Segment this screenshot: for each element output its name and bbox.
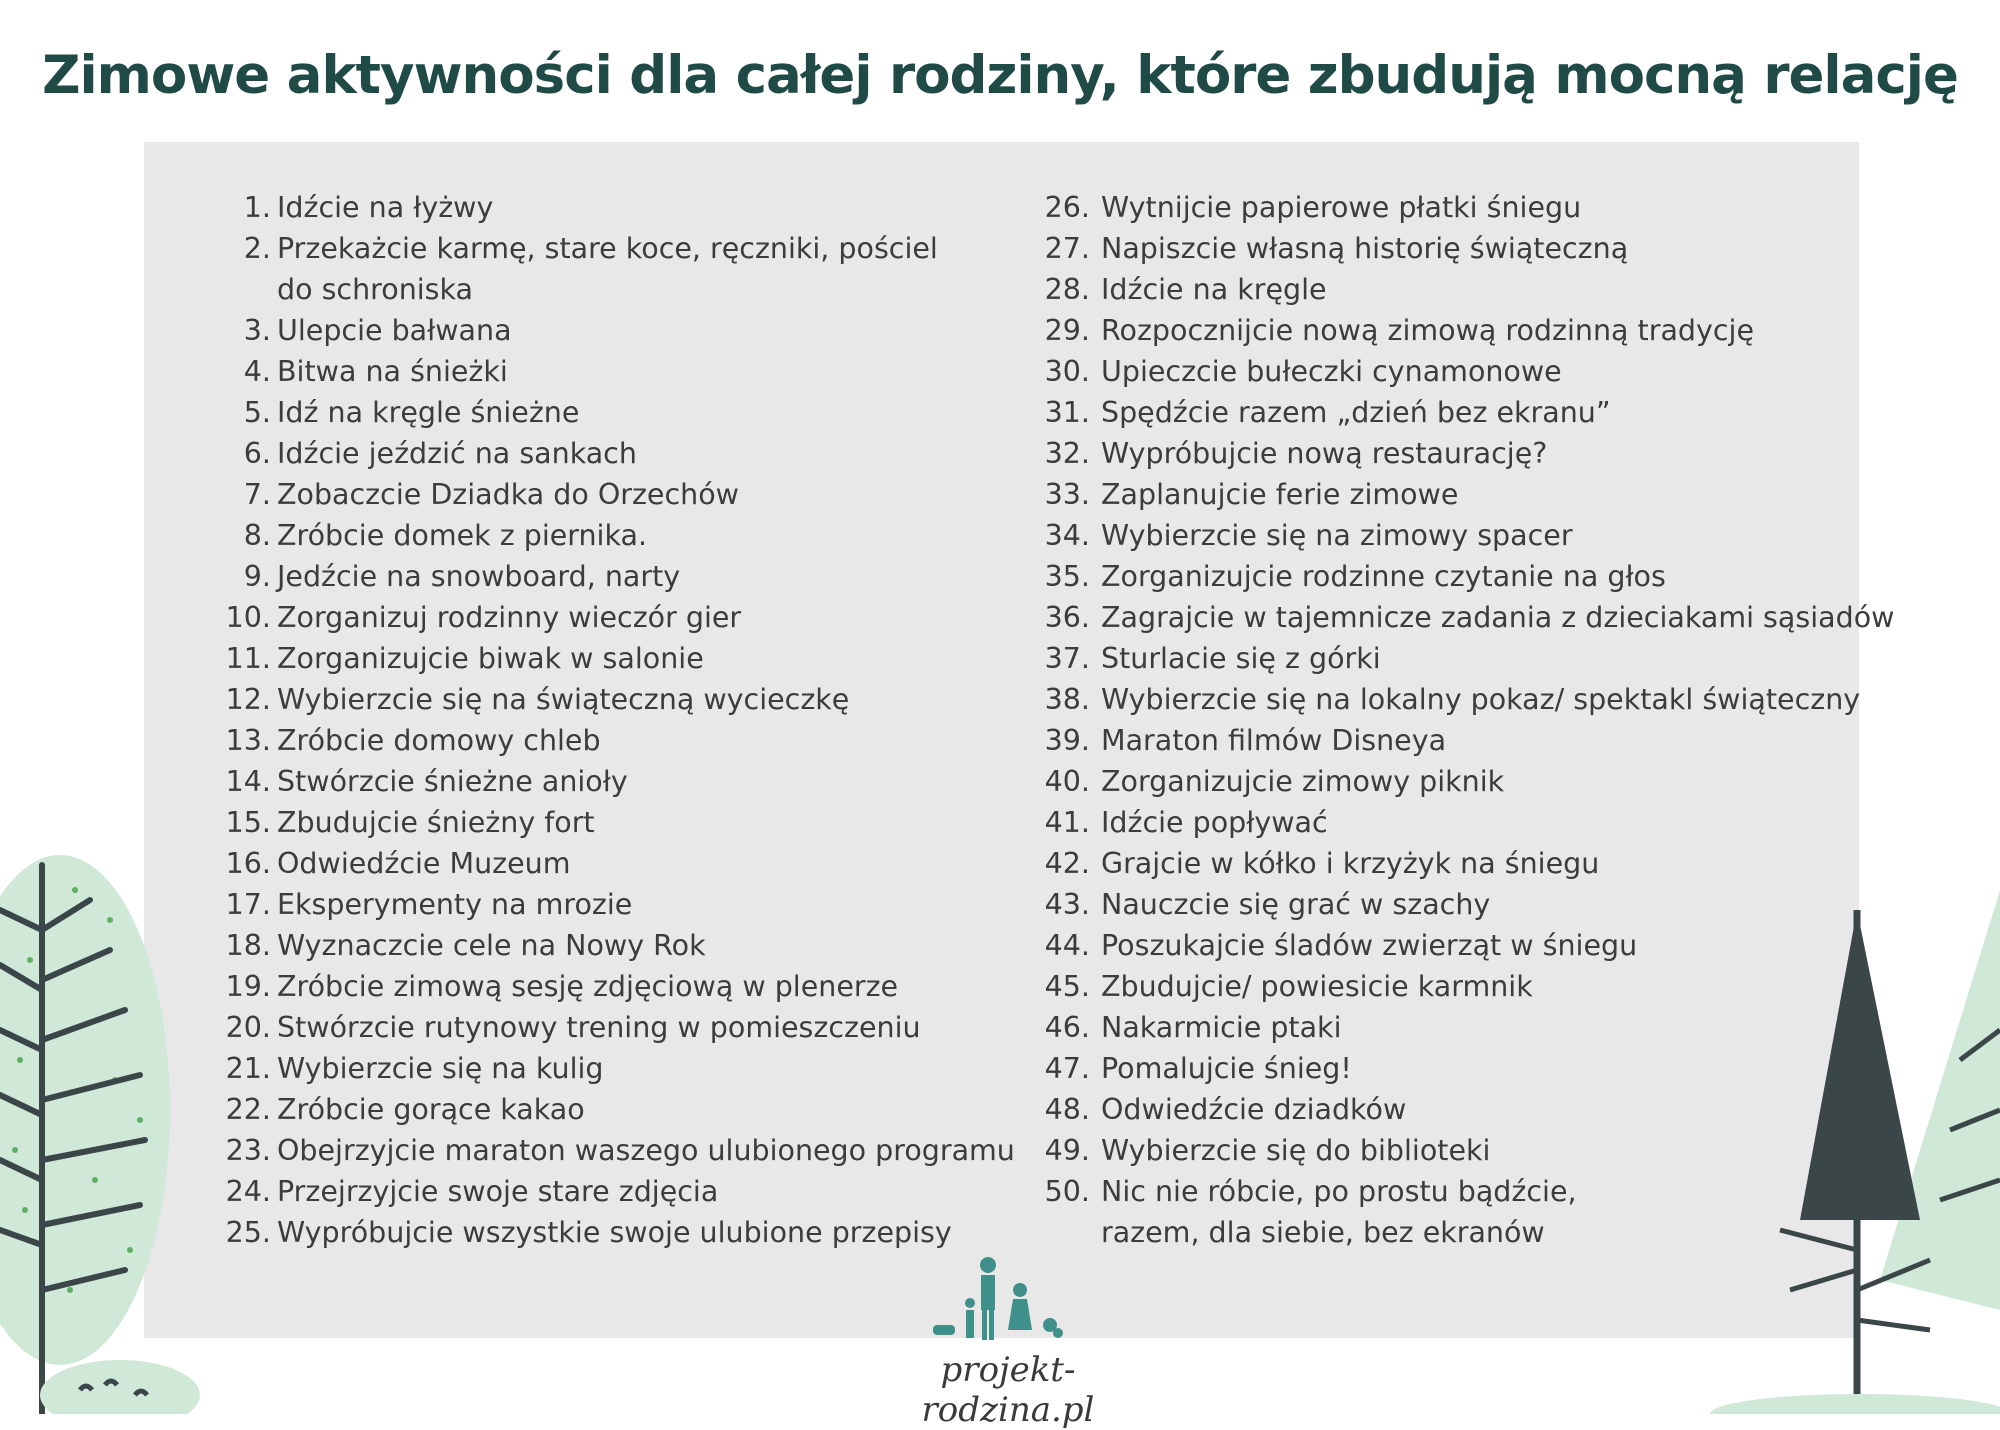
item-text: Idźcie jeździć na sankach bbox=[277, 437, 637, 470]
list-item bbox=[205, 310, 1005, 351]
item-text: Bitwa na śnieżki bbox=[277, 355, 508, 388]
item-number: 39. bbox=[1044, 724, 1090, 757]
list-item bbox=[205, 1048, 1005, 1089]
item-number: 11. bbox=[225, 642, 271, 675]
list-item bbox=[1035, 433, 1895, 474]
item-number: 27. bbox=[1044, 232, 1090, 265]
item-number: 47. bbox=[1044, 1052, 1090, 1085]
list-item bbox=[205, 720, 1005, 761]
list-item bbox=[205, 392, 1005, 433]
item-number: 14. bbox=[225, 765, 271, 798]
item-text: Maraton filmów Disneya bbox=[1101, 724, 1447, 757]
item-number: 28. bbox=[1044, 273, 1090, 306]
item-number: 13. bbox=[225, 724, 271, 757]
list-item bbox=[205, 638, 1005, 679]
item-number: 15. bbox=[225, 806, 271, 839]
list-item bbox=[1035, 392, 1895, 433]
list-item bbox=[205, 474, 1005, 515]
item-text: Stwórzcie śnieżne anioły bbox=[277, 765, 628, 798]
list-item bbox=[1035, 310, 1895, 351]
item-text: Zorganizujcie rodzinne czytanie na głos bbox=[1101, 560, 1666, 593]
list-item bbox=[1035, 597, 1895, 638]
item-number: 25. bbox=[225, 1216, 271, 1249]
item-text: Idźcie popływać bbox=[1101, 806, 1328, 839]
list-item bbox=[205, 1130, 1015, 1171]
item-text: Stwórzcie rutynowy trening w pomieszczeniu bbox=[277, 1011, 921, 1044]
list-item bbox=[205, 761, 1005, 802]
list-item bbox=[1035, 269, 1895, 310]
item-number: 24. bbox=[225, 1175, 271, 1208]
item-number: 48. bbox=[1044, 1093, 1090, 1126]
item-text: Zbudujcie/ powiesicie karmnik bbox=[1101, 970, 1533, 1003]
item-number: 17. bbox=[225, 888, 271, 921]
item-number: 12. bbox=[225, 683, 271, 716]
item-text: Wybierzcie się na świąteczną wycieczkę bbox=[277, 683, 850, 716]
item-text: Sturlacie się z górki bbox=[1101, 642, 1381, 675]
list-item bbox=[1035, 351, 1895, 392]
family-logo-icon bbox=[928, 1255, 1078, 1355]
right-trees-icon bbox=[1700, 890, 2000, 1414]
item-number: 8. bbox=[243, 519, 271, 552]
item-text: Poszukajcie śladów zwierząt w śniegu bbox=[1101, 929, 1638, 962]
item-number: 31. bbox=[1044, 396, 1090, 429]
list-item bbox=[205, 228, 1005, 310]
item-text: Zorganizuj rodzinny wieczór gier bbox=[277, 601, 742, 634]
item-number: 45. bbox=[1044, 970, 1090, 1003]
item-number: 40. bbox=[1044, 765, 1090, 798]
list-item bbox=[205, 1007, 1005, 1048]
item-text: Zróbcie gorące kakao bbox=[277, 1093, 585, 1126]
item-number: 2. bbox=[243, 232, 271, 265]
item-text: Wypróbujcie wszystkie swoje ulubione przepisy bbox=[277, 1216, 952, 1249]
list-item bbox=[1035, 474, 1895, 515]
item-text: Obejrzyjcie maraton waszego ulubionego programu bbox=[277, 1134, 1015, 1167]
item-number: 3. bbox=[243, 314, 271, 347]
list-item bbox=[1035, 679, 1895, 720]
item-number: 5. bbox=[243, 396, 271, 429]
item-number: 30. bbox=[1044, 355, 1090, 388]
item-text: Nic nie róbcie, po prostu bądźcie, razem, dla siebie, bez ekranów bbox=[1101, 1175, 1577, 1249]
item-text: Eksperymenty na mrozie bbox=[277, 888, 633, 921]
page-title: Zimowe aktywności dla całej rodziny, które zbudują mocną relację bbox=[42, 45, 1958, 106]
list-item bbox=[1035, 515, 1895, 556]
item-text: Nakarmicie ptaki bbox=[1101, 1011, 1342, 1044]
list-item bbox=[205, 515, 1005, 556]
item-number: 34. bbox=[1044, 519, 1090, 552]
logo-text: projekt-rodzina.pl bbox=[921, 1350, 1095, 1430]
list-item bbox=[1035, 761, 1895, 802]
list-item bbox=[1035, 556, 1895, 597]
list-item bbox=[205, 1212, 1005, 1253]
item-text: Wyznaczcie cele na Nowy Rok bbox=[277, 929, 706, 962]
left-tree-icon bbox=[0, 850, 200, 1414]
list-item bbox=[205, 597, 1005, 638]
list-item bbox=[1035, 720, 1895, 761]
activity-list-left bbox=[205, 187, 1015, 1253]
item-text: Napiszcie własną historię świąteczną bbox=[1101, 232, 1629, 265]
item-number: 9. bbox=[243, 560, 271, 593]
item-number: 50. bbox=[1044, 1175, 1090, 1208]
item-text: Jedźcie na snowboard, narty bbox=[277, 560, 681, 593]
item-number: 23. bbox=[225, 1134, 271, 1167]
list-item bbox=[205, 433, 1005, 474]
item-text: Spędźcie razem „dzień bez ekranu” bbox=[1101, 396, 1611, 429]
item-text: Pomalujcie śnieg! bbox=[1101, 1052, 1352, 1085]
item-number: 33. bbox=[1044, 478, 1090, 511]
list-item bbox=[1035, 228, 1895, 269]
item-number: 49. bbox=[1044, 1134, 1090, 1167]
item-number: 42. bbox=[1044, 847, 1090, 880]
item-text: Zróbcie domek z piernika. bbox=[277, 519, 647, 552]
item-number: 10. bbox=[225, 601, 271, 634]
list-item bbox=[205, 187, 1005, 228]
item-number: 29. bbox=[1044, 314, 1090, 347]
list-item bbox=[1035, 638, 1895, 679]
item-text: Wybierzcie się na lokalny pokaz/ spektakl świąteczny bbox=[1101, 683, 1861, 716]
list-item bbox=[205, 843, 1005, 884]
item-text: Odwiedźcie Muzeum bbox=[277, 847, 571, 880]
item-text: Przejrzyjcie swoje stare zdjęcia bbox=[277, 1175, 719, 1208]
item-number: 44. bbox=[1044, 929, 1090, 962]
item-number: 46. bbox=[1044, 1011, 1090, 1044]
item-number: 7. bbox=[243, 478, 271, 511]
list-item bbox=[1035, 802, 1895, 843]
item-number: 37. bbox=[1044, 642, 1090, 675]
item-number: 6. bbox=[243, 437, 271, 470]
item-number: 43. bbox=[1044, 888, 1090, 921]
item-text: Zagrajcie w tajemnicze zadania z dzieciakami sąsiadów bbox=[1101, 601, 1895, 634]
list-item bbox=[205, 966, 1005, 1007]
list-item bbox=[205, 1171, 1005, 1212]
item-text: Przekażcie karmę, stare koce, ręczniki, pościel do schroniska bbox=[277, 232, 938, 306]
item-text: Zróbcie zimową sesję zdjęciową w plenerze bbox=[277, 970, 899, 1003]
item-number: 21. bbox=[225, 1052, 271, 1085]
item-number: 16. bbox=[225, 847, 271, 880]
item-text: Wypróbujcie nową restaurację? bbox=[1101, 437, 1548, 470]
item-number: 22. bbox=[225, 1093, 271, 1126]
item-number: 19. bbox=[225, 970, 271, 1003]
item-text: Zobaczcie Dziadka do Orzechów bbox=[277, 478, 739, 511]
list-item bbox=[205, 351, 1005, 392]
item-text: Wytnijcie papierowe płatki śniegu bbox=[1101, 191, 1582, 224]
item-text: Odwiedźcie dziadków bbox=[1101, 1093, 1407, 1126]
item-text: Zaplanujcie ferie zimowe bbox=[1101, 478, 1459, 511]
item-number: 18. bbox=[225, 929, 271, 962]
list-item bbox=[205, 1089, 1005, 1130]
item-number: 32. bbox=[1044, 437, 1090, 470]
item-number: 20. bbox=[225, 1011, 271, 1044]
item-text: Wybierzcie się do biblioteki bbox=[1101, 1134, 1491, 1167]
item-number: 35. bbox=[1044, 560, 1090, 593]
item-text: Wybierzcie się na zimowy spacer bbox=[1101, 519, 1573, 552]
item-text: Grajcie w kółko i krzyżyk na śniegu bbox=[1101, 847, 1600, 880]
item-text: Zorganizujcie biwak w salonie bbox=[277, 642, 704, 675]
item-text: Upieczcie bułeczki cynamonowe bbox=[1101, 355, 1562, 388]
item-text: Idź na kręgle śnieżne bbox=[277, 396, 580, 429]
list-item bbox=[205, 884, 1005, 925]
item-text: Zbudujcie śnieżny fort bbox=[277, 806, 595, 839]
item-number: 26. bbox=[1044, 191, 1090, 224]
item-text: Nauczcie się grać w szachy bbox=[1101, 888, 1491, 921]
item-text: Zorganizujcie zimowy piknik bbox=[1101, 765, 1505, 798]
item-text: Rozpocznijcie nową zimową rodzinną tradycję bbox=[1101, 314, 1754, 347]
item-number: 36. bbox=[1044, 601, 1090, 634]
list-item bbox=[205, 802, 1005, 843]
item-text: Idźcie na łyżwy bbox=[277, 191, 494, 224]
item-number: 38. bbox=[1044, 683, 1090, 716]
item-number: 4. bbox=[243, 355, 271, 388]
item-text: Wybierzcie się na kulig bbox=[277, 1052, 604, 1085]
list-item bbox=[205, 556, 1005, 597]
item-text: Idźcie na kręgle bbox=[1101, 273, 1327, 306]
list-item bbox=[1035, 843, 1895, 884]
item-text: Ulepcie bałwana bbox=[277, 314, 512, 347]
item-text: Zróbcie domowy chleb bbox=[277, 724, 601, 757]
list-item bbox=[205, 679, 1005, 720]
list-item bbox=[205, 925, 1005, 966]
item-number: 41. bbox=[1044, 806, 1090, 839]
item-number: 1. bbox=[243, 191, 271, 224]
list-item bbox=[1035, 187, 1895, 228]
